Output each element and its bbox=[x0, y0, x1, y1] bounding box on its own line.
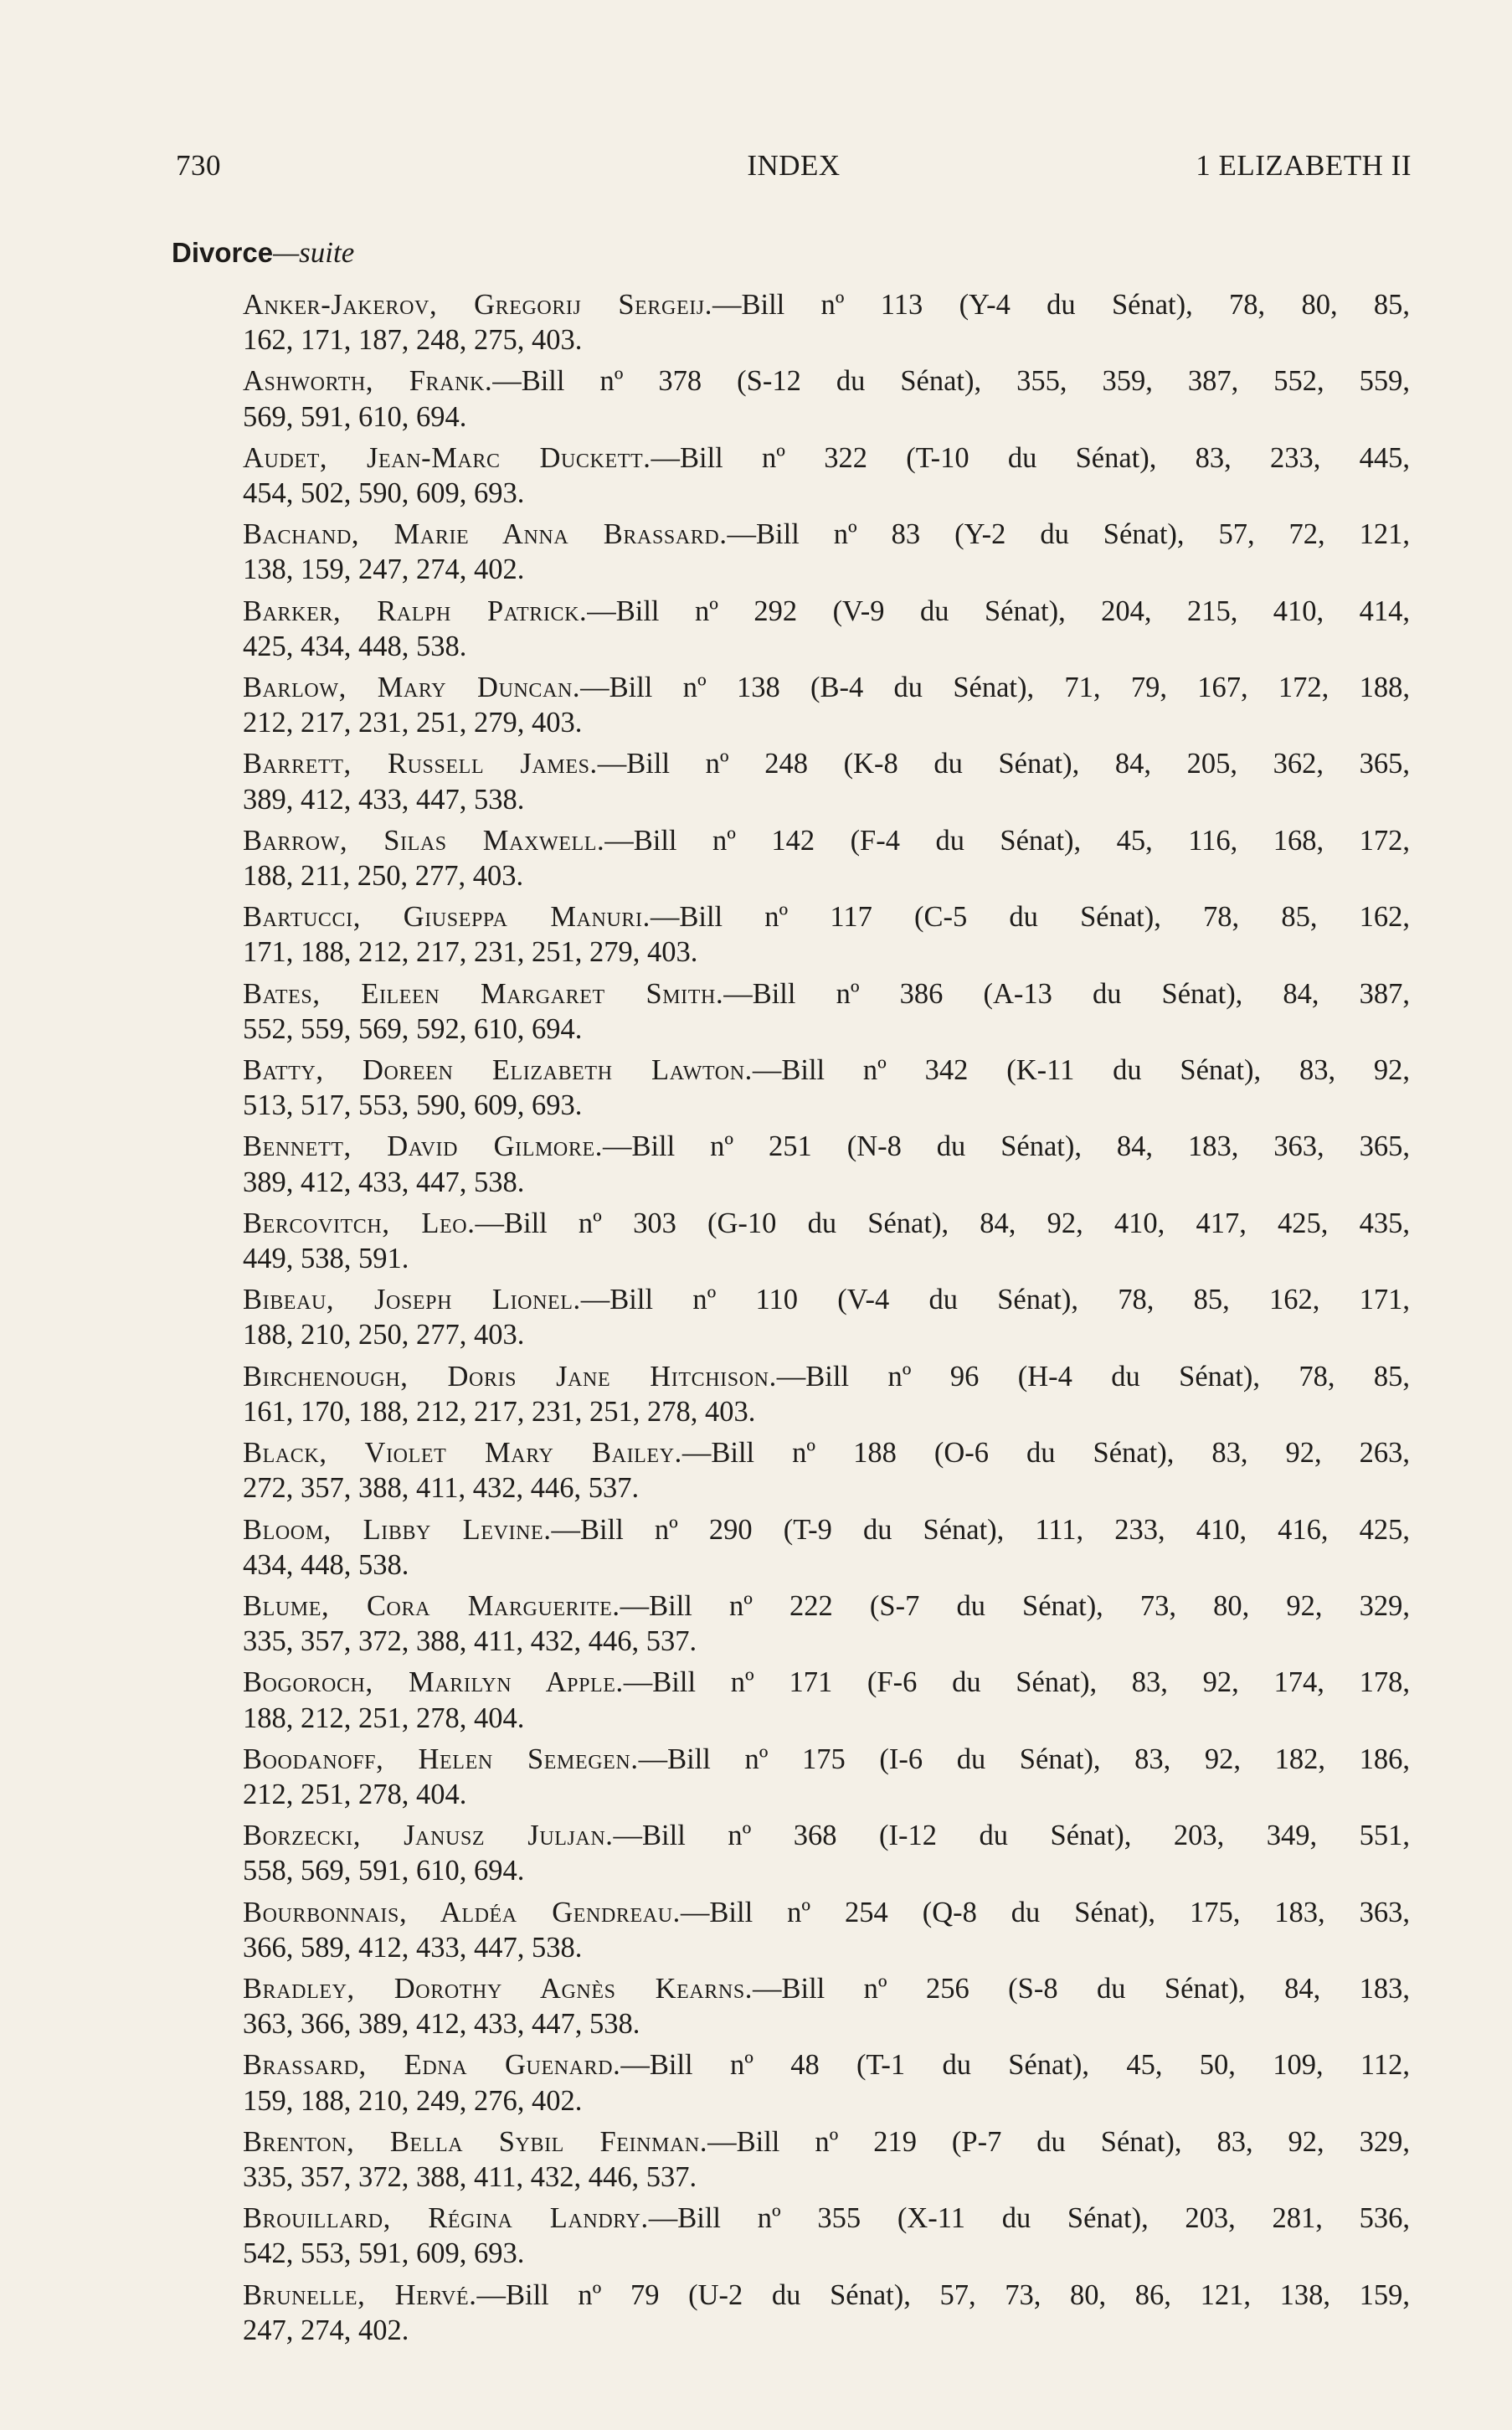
entry-first-line bbox=[243, 1818, 1410, 1853]
entry-first-line bbox=[243, 823, 1410, 858]
entry-bill-reference: —Bill nº 171 (F-6 du Sénat), 83, 92, 174, 178, bbox=[623, 1666, 1411, 1699]
index-entry bbox=[243, 1895, 1410, 1965]
entry-page-references: 542, 553, 591, 609, 693. bbox=[243, 2237, 525, 2270]
entry-name: Bartucci, Giuseppa Manuri. bbox=[243, 901, 651, 934]
index-entry bbox=[243, 746, 1410, 816]
entry-bill-reference: —Bill nº 142 (F-4 du Sénat), 45, 116, 168, 172, bbox=[604, 824, 1410, 857]
entry-name: Brenton, Bella Sybil Feinman. bbox=[243, 2125, 708, 2158]
entry-name: Barker, Ralph Patrick. bbox=[243, 595, 588, 627]
entry-page-references: 335, 357, 372, 388, 411, 432, 446, 537. bbox=[243, 1625, 697, 1658]
entry-first-line bbox=[243, 2201, 1410, 2236]
entry-name: Brassard, Edna Guenard. bbox=[243, 2049, 621, 2082]
entry-bill-reference: —Bill nº 222 (S-7 du Sénat), 73, 80, 92, 329, bbox=[620, 1589, 1410, 1622]
entry-page-references: 569, 591, 610, 694. bbox=[243, 400, 467, 433]
entry-first-line bbox=[243, 517, 1410, 552]
section-heading bbox=[172, 236, 354, 270]
index-entry bbox=[243, 287, 1410, 358]
entry-first-line bbox=[243, 1282, 1410, 1317]
page-header bbox=[176, 149, 1412, 191]
entry-name: Ashworth, Frank. bbox=[243, 365, 493, 398]
entry-bill-reference: —Bill nº 117 (C-5 du Sénat), 78, 85, 162, bbox=[650, 901, 1410, 934]
entry-page-references: 335, 357, 372, 388, 411, 432, 446, 537. bbox=[243, 2160, 697, 2193]
entry-first-line bbox=[243, 440, 1410, 476]
section-heading-label: Divorce bbox=[172, 237, 274, 268]
entry-first-line bbox=[243, 594, 1410, 629]
entry-page-references: 247, 274, 402. bbox=[243, 2314, 409, 2346]
entry-name: Blume, Cora Marguerite. bbox=[243, 1589, 620, 1622]
entry-page-references: 188, 212, 251, 278, 404. bbox=[243, 1702, 525, 1734]
entry-name: Bibeau, Joseph Lionel. bbox=[243, 1284, 581, 1316]
entry-bill-reference: —Bill nº 342 (K-11 du Sénat), 83, 92, bbox=[752, 1054, 1410, 1087]
entry-page-references: 552, 559, 569, 592, 610, 694. bbox=[243, 1012, 583, 1045]
section-heading-suffix: —suite bbox=[273, 236, 355, 269]
entry-bill-reference: —Bill nº 322 (T-10 du Sénat), 83, 233, 445, bbox=[651, 441, 1410, 474]
index-entry bbox=[243, 1359, 1410, 1429]
entry-name: Bogoroch, Marilyn Apple. bbox=[243, 1666, 624, 1699]
entry-first-line bbox=[243, 976, 1410, 1012]
index-entry bbox=[243, 594, 1410, 664]
entry-bill-reference: —Bill nº 378 (S-12 du Sénat), 355, 359, 387, 552, 559, bbox=[492, 365, 1410, 398]
entry-name: Birchenough, Doris Jane Hitchison. bbox=[243, 1360, 777, 1393]
entry-page-references: 449, 538, 591. bbox=[243, 1243, 409, 1275]
entry-bill-reference: —Bill nº 96 (H-4 du Sénat), 78, 85, bbox=[776, 1360, 1410, 1393]
entry-page-references: 161, 170, 188, 212, 217, 231, 251, 278, 403. bbox=[243, 1395, 756, 1428]
entry-first-line bbox=[243, 1665, 1410, 1700]
entry-first-line bbox=[243, 1895, 1410, 1930]
entry-first-line bbox=[243, 363, 1410, 399]
index-entry bbox=[243, 2201, 1410, 2271]
entry-name: Bates, Eileen Margaret Smith. bbox=[243, 977, 724, 1010]
entry-first-line bbox=[243, 287, 1410, 322]
entry-bill-reference: —Bill nº 79 (U-2 du Sénat), 57, 73, 80, 86, 121, 138, 159, bbox=[476, 2278, 1411, 2311]
index-entry bbox=[243, 363, 1410, 434]
entry-page-references: 389, 412, 433, 447, 538. bbox=[243, 783, 525, 816]
index-entry bbox=[243, 1665, 1410, 1735]
entry-name: Borzecki, Janusz Juljan. bbox=[243, 1820, 614, 1852]
entry-page-references: 558, 569, 591, 610, 694. bbox=[243, 1855, 525, 1887]
entry-page-references: 513, 517, 553, 590, 609, 693. bbox=[243, 1089, 583, 1122]
entry-name: Brouillard, Régina Landry. bbox=[243, 2202, 649, 2235]
entry-name: Bachand, Marie Anna Brassard. bbox=[243, 518, 728, 551]
running-title: INDEX bbox=[747, 149, 841, 182]
entry-name: Bloom, Libby Levine. bbox=[243, 1513, 552, 1546]
entry-page-references: 434, 448, 538. bbox=[243, 1548, 409, 1581]
entry-page-references: 454, 502, 590, 609, 693. bbox=[243, 477, 525, 510]
entry-page-references: 212, 251, 278, 404. bbox=[243, 1778, 467, 1810]
entry-first-line bbox=[243, 1512, 1410, 1547]
entry-bill-reference: —Bill nº 83 (Y-2 du Sénat), 57, 72, 121, bbox=[727, 518, 1410, 551]
entry-name: Batty, Doreen Elizabeth Lawton. bbox=[243, 1054, 753, 1087]
index-entries bbox=[243, 287, 1410, 2354]
entry-first-line bbox=[243, 746, 1410, 781]
index-entry bbox=[243, 1282, 1410, 1352]
entry-name: Bourbonnais, Aldéa Gendreau. bbox=[243, 1896, 681, 1928]
index-entry bbox=[243, 670, 1410, 740]
index-entry bbox=[243, 1588, 1410, 1659]
index-entry bbox=[243, 440, 1410, 511]
index-entry bbox=[243, 1742, 1410, 1812]
entry-bill-reference: —Bill nº 254 (Q-8 du Sénat), 175, 183, 363, bbox=[680, 1896, 1410, 1928]
entry-first-line bbox=[243, 2278, 1410, 2313]
entry-page-references: 425, 434, 448, 538. bbox=[243, 630, 467, 662]
entry-first-line bbox=[243, 899, 1410, 934]
index-entry bbox=[243, 2124, 1410, 2195]
entry-first-line bbox=[243, 1206, 1410, 1241]
entry-page-references: 171, 188, 212, 217, 231, 251, 279, 403. bbox=[243, 936, 698, 969]
entry-name: Bercovitch, Leo. bbox=[243, 1207, 476, 1239]
entry-bill-reference: —Bill nº 292 (V-9 du Sénat), 204, 215, 410, 414, bbox=[587, 595, 1411, 627]
page-number: 730 bbox=[176, 149, 221, 182]
index-entry bbox=[243, 1206, 1410, 1276]
index-entry bbox=[243, 1818, 1410, 1888]
entry-name: Barrett, Russell James. bbox=[243, 748, 598, 780]
entry-first-line bbox=[243, 1971, 1410, 2006]
entry-first-line bbox=[243, 1129, 1410, 1164]
entry-name: Bradley, Dorothy Agnès Kearns. bbox=[243, 1972, 753, 2005]
entry-page-references: 159, 188, 210, 249, 276, 402. bbox=[243, 2084, 583, 2117]
entry-page-references: 162, 171, 187, 248, 275, 403. bbox=[243, 324, 583, 357]
entry-page-references: 389, 412, 433, 447, 538. bbox=[243, 1166, 525, 1198]
entry-name: Audet, Jean-Marc Duckett. bbox=[243, 441, 651, 474]
entry-page-references: 272, 357, 388, 411, 432, 446, 537. bbox=[243, 1472, 640, 1505]
index-entry bbox=[243, 1053, 1410, 1123]
entry-bill-reference: —Bill nº 303 (G-10 du Sénat), 84, 92, 410, 417, 425, 435, bbox=[475, 1207, 1410, 1239]
index-entry bbox=[243, 2047, 1410, 2118]
index-entry bbox=[243, 517, 1410, 587]
entry-page-references: 212, 217, 231, 251, 279, 403. bbox=[243, 707, 583, 739]
entry-bill-reference: —Bill nº 386 (A-13 du Sénat), 84, 387, bbox=[723, 977, 1410, 1010]
index-entry bbox=[243, 1971, 1410, 2041]
entry-page-references: 188, 210, 250, 277, 403. bbox=[243, 1319, 525, 1351]
entry-bill-reference: —Bill nº 48 (T-1 du Sénat), 45, 50, 109, 112, bbox=[620, 2049, 1410, 2082]
entry-bill-reference: —Bill nº 113 (Y-4 du Sénat), 78, 80, 85, bbox=[712, 289, 1411, 321]
entry-bill-reference: —Bill nº 110 (V-4 du Sénat), 78, 85, 162, 171, bbox=[580, 1284, 1410, 1316]
entry-bill-reference: —Bill nº 138 (B-4 du Sénat), 71, 79, 167, 172, 188, bbox=[580, 672, 1410, 704]
entry-first-line bbox=[243, 2047, 1410, 2082]
entry-name: Bennett, David Gilmore. bbox=[243, 1130, 603, 1163]
entry-bill-reference: —Bill nº 248 (K-8 du Sénat), 84, 205, 362, 365, bbox=[597, 748, 1410, 780]
entry-first-line bbox=[243, 1742, 1410, 1777]
index-entry bbox=[243, 823, 1410, 893]
entry-name: Boodanoff, Helen Semegen. bbox=[243, 1743, 639, 1775]
index-entry bbox=[243, 2278, 1410, 2348]
entry-name: Anker-Jakerov, Gregorij Sergeij. bbox=[243, 289, 712, 321]
index-entry bbox=[243, 899, 1410, 970]
entry-bill-reference: —Bill nº 188 (O-6 du Sénat), 83, 92, 263, bbox=[681, 1437, 1410, 1470]
entry-bill-reference: —Bill nº 368 (I-12 du Sénat), 203, 349, 551, bbox=[613, 1820, 1410, 1852]
entry-page-references: 366, 589, 412, 433, 447, 538. bbox=[243, 1931, 583, 1964]
entry-bill-reference: —Bill nº 219 (P-7 du Sénat), 83, 92, 329, bbox=[707, 2125, 1411, 2158]
entry-bill-reference: —Bill nº 256 (S-8 du Sénat), 84, 183, bbox=[753, 1972, 1410, 2005]
entry-page-references: 188, 211, 250, 277, 403. bbox=[243, 860, 524, 893]
entry-first-line bbox=[243, 1053, 1410, 1088]
entry-name: Brunelle, Hervé. bbox=[243, 2278, 477, 2311]
entry-bill-reference: —Bill nº 175 (I-6 du Sénat), 83, 92, 182, 186, bbox=[638, 1743, 1410, 1775]
entry-first-line bbox=[243, 1435, 1410, 1470]
entry-bill-reference: —Bill nº 251 (N-8 du Sénat), 84, 183, 363, 365, bbox=[602, 1130, 1410, 1163]
entry-first-line bbox=[243, 2124, 1410, 2160]
entry-first-line bbox=[243, 1588, 1410, 1624]
entry-name: Barlow, Mary Duncan. bbox=[243, 672, 581, 704]
entry-page-references: 138, 159, 247, 274, 402. bbox=[243, 553, 525, 586]
index-entry bbox=[243, 976, 1410, 1047]
entry-name: Black, Violet Mary Bailey. bbox=[243, 1437, 682, 1470]
entry-first-line bbox=[243, 1359, 1410, 1394]
running-head-right: 1 ELIZABETH II bbox=[1196, 149, 1412, 182]
index-entry bbox=[243, 1435, 1410, 1506]
entry-bill-reference: —Bill nº 355 (X-11 du Sénat), 203, 281, 536, bbox=[648, 2202, 1410, 2235]
entry-page-references: 363, 366, 389, 412, 433, 447, 538. bbox=[243, 2008, 640, 2041]
index-entry bbox=[243, 1512, 1410, 1583]
entry-bill-reference: —Bill nº 290 (T-9 du Sénat), 111, 233, 410, 416, 425, bbox=[551, 1513, 1410, 1546]
index-entry bbox=[243, 1129, 1410, 1199]
entry-first-line bbox=[243, 670, 1410, 705]
entry-name: Barrow, Silas Maxwell. bbox=[243, 824, 605, 857]
